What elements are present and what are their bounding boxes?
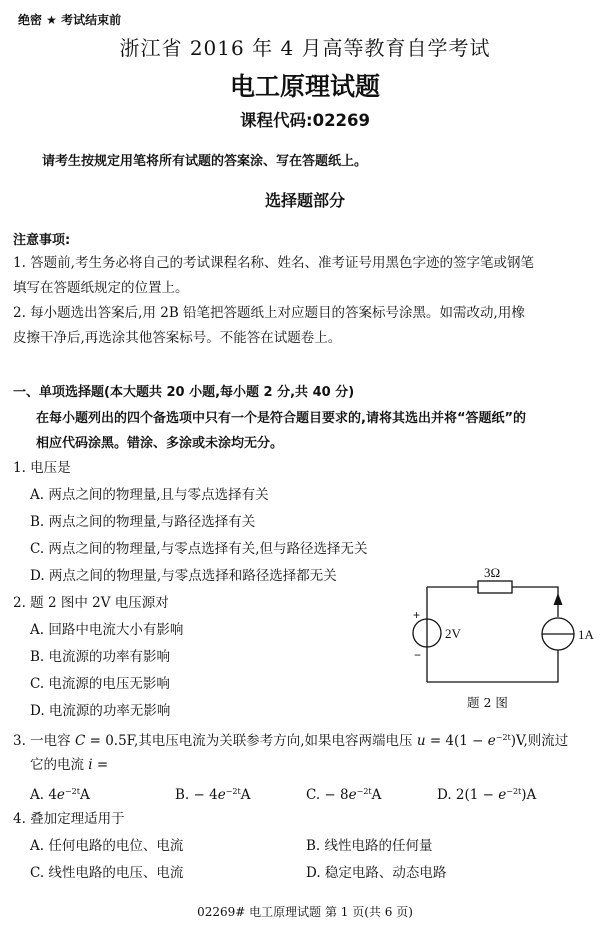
section-title: 选择题部分 <box>264 191 345 210</box>
exam-title: 浙江省 2016 年 4 月高等教育自学考试 <box>119 36 491 60</box>
question-4-stem: 4. 叠加定理适用于 <box>13 811 125 827</box>
question-2-stem: 2. 题 2 图中 2V 电压源对 <box>13 595 169 611</box>
circuit-diagram <box>400 564 600 709</box>
question-4-option-c: C. 线性电路的电压、电流 <box>30 865 184 881</box>
resistor-label: 3Ω <box>484 565 501 580</box>
notes-heading: 注意事项: <box>13 233 71 248</box>
confidential-mark: 绝密 ★ 考试结束前 <box>18 13 122 27</box>
question-1-option-a: A. 两点之间的物理量,且与零点选择有关 <box>30 487 269 503</box>
question-1-option-c: C. 两点之间的物理量,与零点选择有关,但与路径选择无关 <box>30 541 368 557</box>
current-direction-arrow <box>554 593 563 605</box>
subject-title: 电工原理试题 <box>229 72 380 101</box>
question-1-option-d: D. 两点之间的物理量,与零点选择和路径选择都无关 <box>30 568 337 584</box>
answer-instruction: 请考生按规定用笔将所有试题的答案涂、写在答题纸上。 <box>42 154 368 169</box>
course-code: 课程代码:02269 <box>239 111 370 130</box>
question-1-option-b: B. 两点之间的物理量,与路径选择有关 <box>30 514 256 530</box>
page-footer: 02269# 电工原理试题 第 1 页(共 6 页) <box>197 905 413 919</box>
question-3-stem-line-2: 它的电流 i = <box>30 757 109 773</box>
question-4-option-b: B. 线性电路的任何量 <box>306 838 433 854</box>
voltage-source-label: 2V <box>445 626 461 641</box>
part1-desc-line-2: 相应代码涂黑。错涂、多涂或未涂均无分。 <box>36 436 284 451</box>
question-3-option-a: A. $4e^{-2t}A$ <box>30 787 90 803</box>
current-source-label: 1A <box>578 627 594 642</box>
circuit-wire-bottom <box>427 650 558 682</box>
question-3-stem: 3. 一电容 C = 0.5F,其电压电流为关联参考方向,如果电容两端电压 $u = 4(1 - e^{-2t})V$,则流过 <box>13 733 569 749</box>
question-2-option-a: A. 回路中电流大小有影响 <box>30 622 184 638</box>
question-3-option-c: C. − $8e^{-2t}A$ <box>306 787 382 803</box>
circuit-wire-top-right <box>512 587 558 617</box>
question-4-option-a: A. 任何电路的电位、电流 <box>30 838 184 854</box>
question-4-option-d: D. 稳定电路、动态电路 <box>306 865 447 881</box>
question-3-option-d: D. $2(1 - e^{-2t})A$ <box>437 787 537 803</box>
resistor-symbol <box>478 581 512 593</box>
question-2-option-b: B. 电流源的功率有影响 <box>30 649 171 665</box>
question-2-option-d: D. 电流源的功率无影响 <box>30 703 171 719</box>
note-1-line-1: 1. 答题前,考生务必将自己的考试课程名称、姓名、准考证号用黑色字迹的签字笔或钢笔 <box>13 255 534 271</box>
question-3-option-b: B. − $4e^{-2t}A$ <box>175 787 251 803</box>
question-2-option-c: C. 电流源的电压无影响 <box>30 676 170 692</box>
voltage-minus-sign: − <box>414 648 422 662</box>
note-2-line-2: 皮擦干净后,再选涂其他答案标号。不能答在试题卷上。 <box>13 330 342 346</box>
part1-desc-line-1: 在每小题列出的四个备选项中只有一个是符合题目要求的,请将其选出并将“答题纸”的 <box>36 411 527 426</box>
question-1-stem: 1. 电压是 <box>13 460 71 476</box>
note-2-line-1: 2. 每小题选出答案后,用 2B 铅笔把答题纸上对应题目的答案标号涂黑。如需改动,用橡 <box>13 305 525 321</box>
note-1-line-2: 填写在答题纸规定的位置上。 <box>13 280 189 296</box>
figure-caption: 题 2 图 <box>467 695 508 710</box>
voltage-plus-sign: + <box>413 608 421 622</box>
part1-heading: 一、单项选择题(本大题共 20 小题,每小题 2 分,共 40 分) <box>13 385 355 400</box>
